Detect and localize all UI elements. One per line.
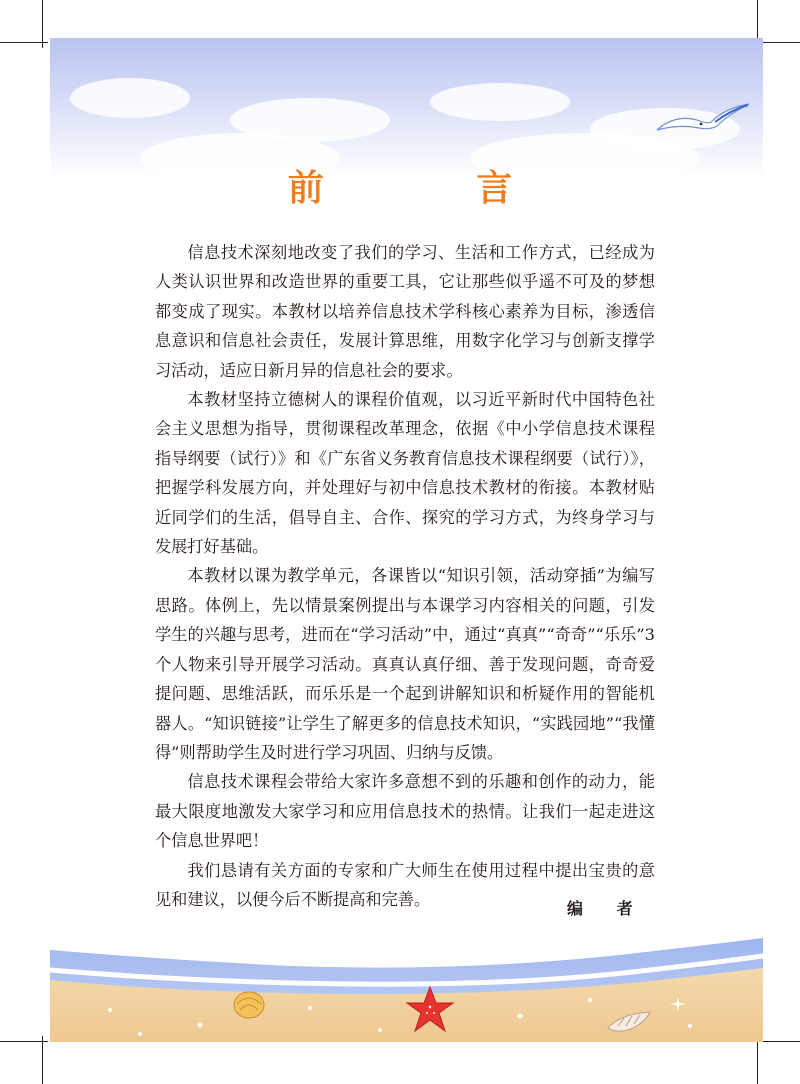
page-title: 前 言 bbox=[287, 168, 583, 209]
paragraph: 信息技术深刻地改变了我们的学习、生活和工作方式，已经成为人类认识世界和改造世界的重要工具，它让那些似乎遥不可及的梦想都变成了现实。本教材以培养信息技术学科核心素养为目标，渗透信息意识和信息社会责任，发展计算思维，用数字化学习与创新支撑学习活动，适应日新月异的信息社会的要求。 bbox=[155, 243, 655, 380]
seagull-icon bbox=[655, 100, 750, 136]
crop-mark bbox=[0, 42, 48, 43]
cloud bbox=[430, 83, 570, 121]
paragraph: 本教材以课为教学单元，各课皆以“知识引领，活动穿插”为编写思路。体例上，先以情景案例提出与本课学习内容相关的问题，引发学生的兴趣与思考，进而在“学习活动”中，通过“真真”“奇奇”“乐乐”3个人物来引导开展学习活动。真真认真仔细、善于发现问题，奇奇爱提问题、思维活跃，而乐乐是一个起到讲解知识和析疑作用的智能机器人。“知识链接”让学生了解更多的信息技术知识，“实践园地”“我懂得”则帮助学生及时进行学习巩固、归纳与反馈。 bbox=[155, 566, 655, 762]
seashell-icon bbox=[232, 988, 266, 1020]
crop-mark bbox=[757, 1036, 758, 1084]
signature: 编 者 bbox=[567, 899, 647, 918]
paragraph: 本教材坚持立德树人的课程价值观，以习近平新时代中国特色社会主义思想为指导，贯彻课程改革理念，依据《中小学信息技术课程指导纲要（试行）》和《广东省义务教育信息技术课程纲要（试行）》，把握学科发展方向，并处理好与初中信息技术教材的衔接。本教材贴近同学们的生活，倡导自主、合作、探究的学习方式，为终身学习与发展打好基础。 bbox=[155, 390, 655, 557]
sparkle-icon bbox=[668, 994, 688, 1014]
cloud bbox=[70, 78, 190, 118]
crop-mark bbox=[0, 1041, 48, 1042]
conch-shell-icon bbox=[606, 1008, 654, 1034]
preface-body bbox=[155, 238, 655, 914]
paragraph: 信息技术课程会带给大家许多意想不到的乐趣和创作的动力，能最大限度地激发大家学习和应用信息技术的热情。让我们一起走进这个信息世界吧！ bbox=[155, 772, 655, 851]
crop-mark bbox=[42, 1036, 43, 1084]
crop-mark bbox=[42, 0, 43, 48]
paragraph: 我们恳请有关方面的专家和广大师生在使用过程中提出宝贵的意见和建议，以便今后不断提高和完善。 bbox=[155, 860, 655, 909]
starfish-icon bbox=[405, 985, 455, 1033]
